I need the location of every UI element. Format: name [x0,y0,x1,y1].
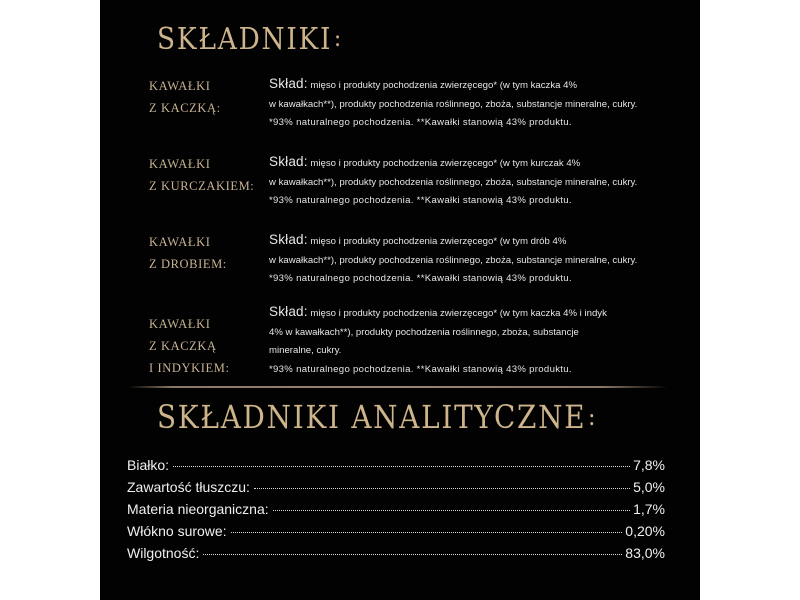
composition-lead: Skład: [269,154,308,169]
composition-line: mięso i produkty pochodzenia zwierzęcego* (w tym kaczka 4% [310,80,578,91]
dot-leader [231,532,623,533]
composition-line: mięso i produkty pochodzenia zwierzęcego* (w tym drób 4% [310,236,567,247]
composition-line: w kawałkach**), produkty pochodzenia roślinnego, zboża, substancje mineralne, cukry. [269,176,638,188]
analytics-value: 5,0% [633,479,665,495]
ingredients-panel [100,0,700,600]
composition-note: *93% naturalnego pochodzenia. **Kawałki stanowią 43% produktu. [269,273,572,284]
analytics-label: Białko: [127,457,170,473]
section-divider [128,386,668,388]
dot-leader [273,510,630,511]
analytics-label: Włókno surowe: [127,523,227,539]
dot-leader [254,488,630,489]
diamond-colon-icon: : [333,24,343,53]
block-label-line: Z DROBIEM: [149,257,227,271]
analytics-row [127,545,665,567]
analytics-value: 0,20% [625,523,665,539]
dot-leader [173,466,630,467]
block-label-line: KAWAŁKI [149,79,211,93]
composition-line: w kawałkach**), produkty pochodzenia roślinnego, zboża, substancje mineralne, cukry. [269,254,638,266]
block-label-line: KAWAŁKI [149,235,211,249]
ingredients-heading-text: SKŁADNIKI [157,22,333,57]
block-label [149,153,254,197]
dot-leader [203,554,622,555]
block-label-line: Z KURCZAKIEM: [149,179,255,193]
block-label-line: KAWAŁKI [149,317,211,331]
diamond-colon-icon: : [588,401,598,432]
composition-lead: Skład: [269,232,308,247]
analytics-value: 7,8% [633,457,665,473]
block-composition [269,75,694,133]
analytics-row [127,501,665,523]
analytics-heading-text: SKŁADNIKI ANALITYCZNE [157,398,587,436]
analytics-label: Materia nieorganiczna: [127,501,269,517]
block-label [149,75,221,119]
block-composition [269,303,694,379]
composition-line: w kawałkach**), produkty pochodzenia roślinnego, zboża, substancje mineralne, cukry. [269,98,638,110]
block-label [149,313,230,379]
analytics-value: 83,0% [625,545,665,561]
composition-lead: Skład: [269,304,308,319]
composition-note: *93% naturalnego pochodzenia. **Kawałki stanowią 43% produktu. [269,195,572,206]
block-label-line: Z KACZKĄ [149,339,217,353]
composition-line: 4% w kawałkach**), produkty pochodzenia roślinnego, zboża, substancje [269,326,579,338]
composition-line: mineralne, cukry. [269,345,342,356]
composition-note: *93% naturalnego pochodzenia. **Kawałki stanowią 43% produktu. [269,363,572,375]
analytics-heading [157,398,597,436]
composition-line: mięso i produkty pochodzenia zwierzęcego* (w tym kaczka 4% i indyk [310,308,607,319]
ingredients-heading [157,22,343,57]
analytics-list [127,457,665,567]
block-composition [269,231,694,289]
analytics-value: 1,7% [633,501,665,517]
composition-lead: Skład: [269,76,308,91]
block-label-line: I INDYKIEM: [149,361,230,375]
composition-note: *93% naturalnego pochodzenia. **Kawałki stanowią 43% produktu. [269,117,572,128]
block-label-line: Z KACZKĄ: [149,101,221,115]
block-label [149,231,227,275]
composition-line: mięso i produkty pochodzenia zwierzęcego* (w tym kurczak 4% [310,158,581,169]
analytics-row [127,457,665,479]
analytics-row [127,523,665,545]
block-label-line: KAWAŁKI [149,157,211,171]
analytics-row [127,479,665,501]
analytics-label: Zawartość tłuszczu: [127,479,250,495]
analytics-label: Wilgotność: [127,545,200,561]
block-composition [269,153,694,211]
